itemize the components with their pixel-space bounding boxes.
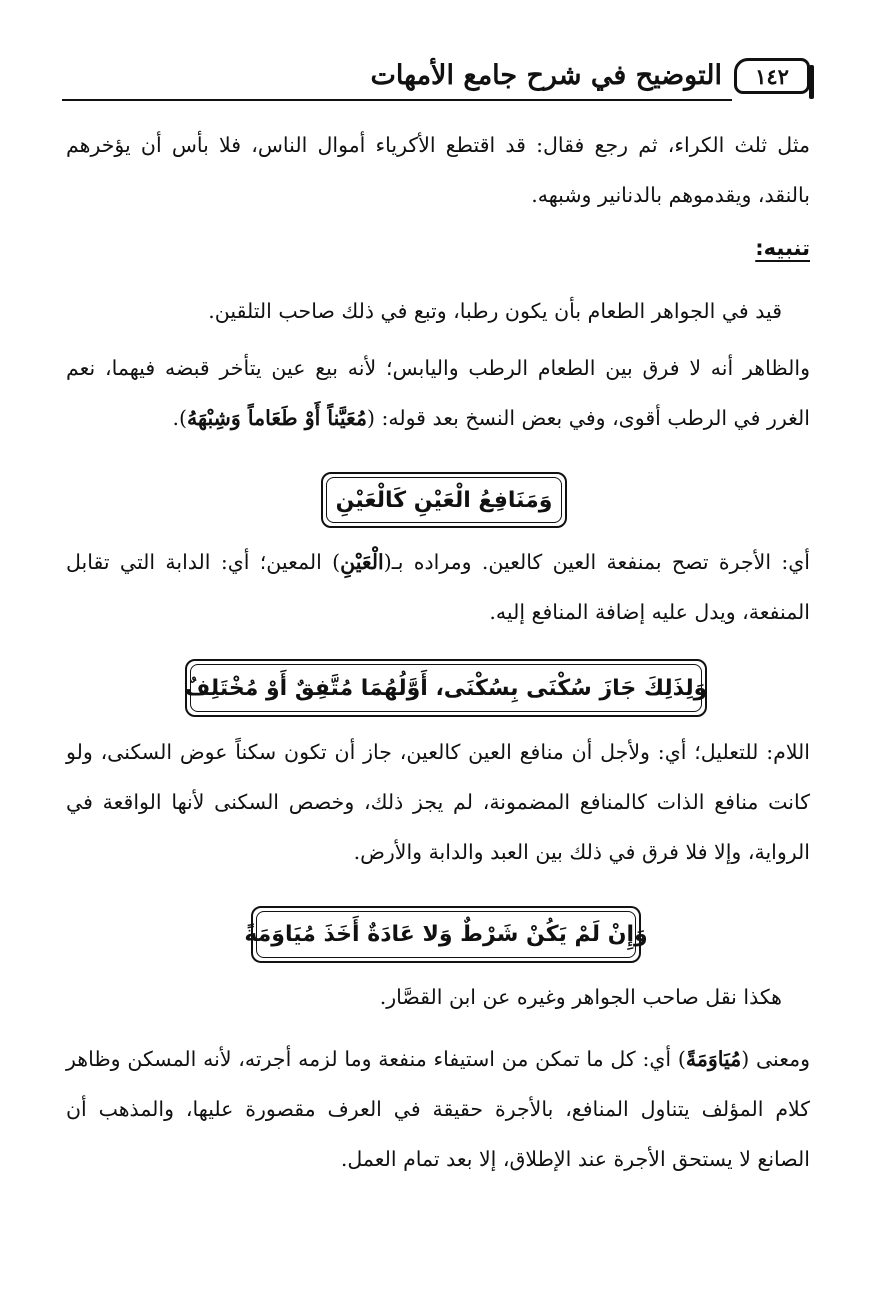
paragraph-3	[66, 343, 810, 443]
paragraph-7-text-a: ومعنى (	[741, 1047, 811, 1071]
paragraph-7-quote: مُيَاوَمَةً	[685, 1047, 742, 1071]
page-number-box	[734, 58, 810, 94]
paragraph-7-text-b: ) أي: كل ما تمكن من استيفاء منفعة وما لزمه أجرته، لأنه المسكن وظاهر كلام المؤلف يتناول المنافع، بالأجرة حقيقة في العرف مقصورة عليها، والمذهب أن الصانع لا يستحق الأجرة عند الإطلاق، إلا بعد تمام العمل.	[66, 1047, 810, 1171]
paragraph-4-text-b: ) المعين؛ أي: الدابة التي تقابل المنفعة، ويدل عليه إضافة المنافع إليه.	[66, 550, 810, 624]
paragraph-6: هكذا نقل صاحب الجواهر وغيره عن ابن القصَّار.	[379, 985, 782, 1009]
paragraph-3-text-a: والظاهر أنه لا فرق بين الطعام الرطب واليابس؛ لأنه بيع عين يتأخر قبضه فيهما، نعم الغرر في الرطب أقوى، وفي بعض النسخ بعد قوله: (	[66, 356, 810, 430]
notice-heading: تنبيه:	[755, 236, 810, 260]
paragraph-4	[66, 537, 810, 637]
paragraph-4-quote: الْعَيْنِ	[340, 550, 384, 574]
running-title: التوضيح في شرح جامع الأمهات	[370, 60, 722, 91]
matn-heading-2	[185, 659, 707, 717]
matn-heading-1	[321, 472, 567, 528]
page-header	[62, 58, 810, 102]
matn-heading-1-text: وَمَنَافِعُ الْعَيْنِ كَالْعَيْنِ	[335, 487, 553, 513]
paragraph-3-quote: مُعَيَّناً أَوْ طَعَاماً وَشِبْهَهُ	[187, 406, 367, 430]
paragraph-4-text-a: أي: الأجرة تصح بمنفعة العين كالعين. ومراده بـ(	[383, 550, 810, 574]
paragraph-5: اللام: للتعليل؛ أي: ولأجل أن منافع العين كالعين، جاز أن تكون سكناً عوض السكنى، ولو كانت منافع الذات كالمنافع المضمونة، لم يجز ذلك، وخصص السكنى لأنها الواقعة في الرواية، وإلا فلا فرق في ذلك بين العبد والدابة والأرض.	[66, 740, 810, 864]
paragraph-7	[66, 1034, 810, 1184]
page-number: ١٤٢	[755, 63, 789, 89]
paragraph-3-text-b: ).	[172, 406, 188, 430]
header-rule	[62, 99, 732, 101]
paragraph-1: مثل ثلث الكراء، ثم رجع فقال: قد اقتطع الأكرياء أموال الناس، فلا بأس أن يؤخرهم بالنقد، ويقدموهم بالدنانير وشبهه.	[66, 133, 810, 207]
paragraph-2: قيد في الجواهر الطعام بأن يكون رطبا، وتبع في ذلك صاحب التلقين.	[208, 299, 782, 323]
matn-heading-3	[244, 906, 648, 963]
matn-heading-3-text: وَإِنْ لَمْ يَكُنْ شَرْطٌ وَلا عَادَةٌ أَخَذَ مُيَاوَمَةً	[244, 922, 648, 947]
matn-heading-2-text: وَلِذَلِكَ جَازَ سُكْنَى بِسُكْنَى، أَوَّلُهُمَا مُتَّفِقٌ أَوْ مُخْتَلِفٌ	[184, 675, 708, 701]
